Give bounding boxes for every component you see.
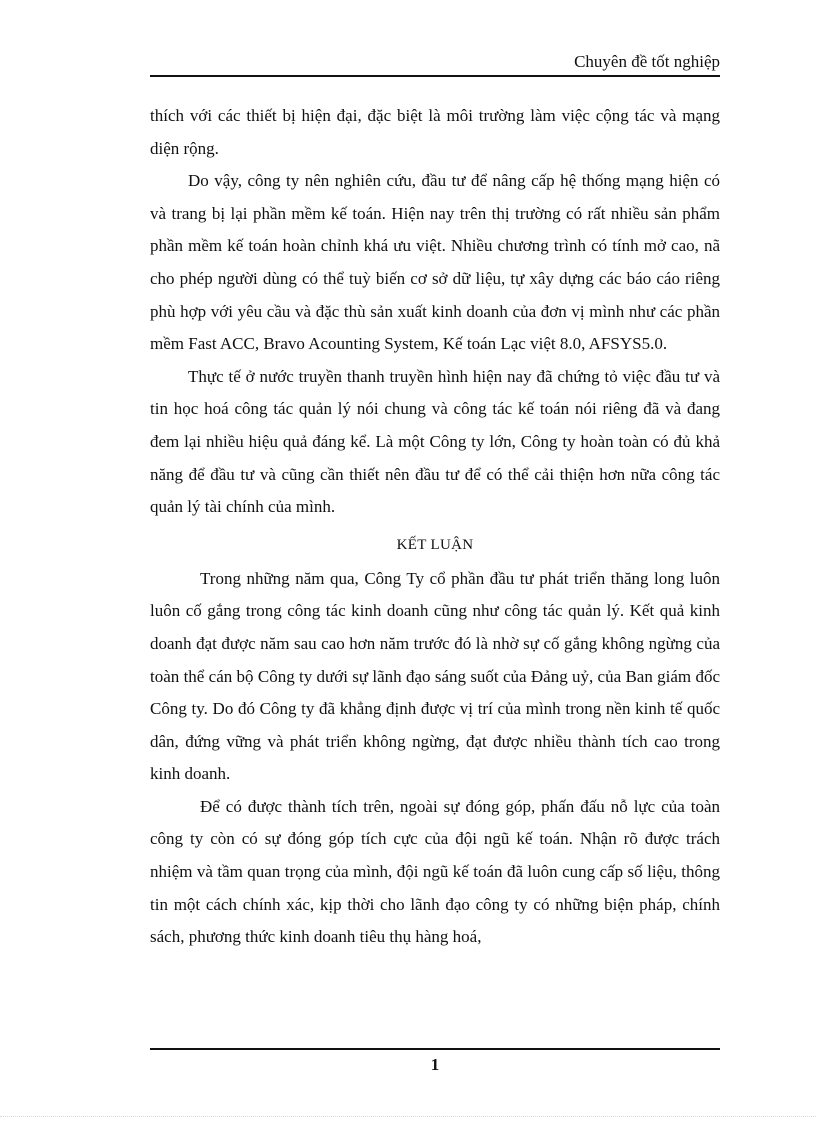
header-divider bbox=[150, 75, 720, 79]
page-header-title: Chuyên đề tốt nghiệp bbox=[574, 52, 720, 71]
body-paragraph-3: Thực tế ở nước truyền thanh truyền hình hiện nay đã chứng tỏ việc đầu tư và tin học hoá công tác quản lý nói chung và công tác kế toán nói riêng đã và đang đem lại nhiều hiệu quả đáng kể. Là một Công ty lớn, Công ty hoàn toàn có đủ khả năng để đầu tư và cũng cần thiết nên đầu tư để có thể cải thiện hơn nữa công tác quản lý tài chính của mình. bbox=[150, 366, 720, 517]
page-number: 1 bbox=[430, 1055, 440, 1074]
footer-divider bbox=[150, 1048, 720, 1052]
body-paragraph-2: Do vậy, công ty nên nghiên cứu, đầu tư để nâng cấp hệ thống mạng hiện có và trang bị lại phần mềm kế toán. Hiện nay trên thị trường có rất nhiều sản phẩm phần mềm kế toán hoàn chỉnh khá ưu việt. Nhiều chương trình có tính mở cao, nã cho phép người dùng có thể tuỳ biến cơ sở dữ liệu, tự xây dựng các báo cáo riêng phù hợp với yêu cầu và đặc thù sản xuất kinh doanh của đơn vị mình như các phần mềm Fast ACC, Bravo Acounting System, Kế toán Lạc việt 8.0, AFSYS5.0. bbox=[150, 171, 720, 354]
page-bottom-border bbox=[0, 1116, 816, 1117]
body-paragraph-1: thích với các thiết bị hiện đại, đặc biệt là môi trường làm việc cộng tác và mạng diện rộng. bbox=[150, 106, 720, 158]
body-paragraph-5: Để có được thành tích trên, ngoài sự đóng góp, phấn đấu nỗ lực của toàn công ty còn có sự đóng góp tích cực của đội ngũ kế toán. Nhận rõ được trách nhiệm và tầm quan trọng của mình, đội ngũ kế toán đã luôn cung cấp số liệu, thông tin một cách chính xác, kịp thời cho lãnh đạo công ty có những biện pháp, chính sách, phương thức kinh doanh tiêu thụ hàng hoá, bbox=[150, 796, 720, 947]
body-paragraph-4: Trong những năm qua, Công Ty cổ phần đầu tư phát triển thăng long luôn luôn cố gắng trong công tác kinh doanh cũng như công tác quản lý. Kết quả kinh doanh đạt được năm sau cao hơn năm trước đó là nhờ sự cố gắng không ngừng của toàn thể cán bộ Công ty dưới sự lãnh đạo sáng suốt của Đảng uỷ, của Ban giám đốc Công ty. Do đó Công ty đã khẳng định được vị trí của mình trong nền kinh tế quốc dân, đứng vững và phát triển không ngừng, đạt được nhiều thành tích cao trong kinh doanh. bbox=[150, 568, 720, 784]
section-heading-conclusion: KẾT LUẬN bbox=[396, 536, 474, 553]
document-body bbox=[150, 100, 720, 954]
